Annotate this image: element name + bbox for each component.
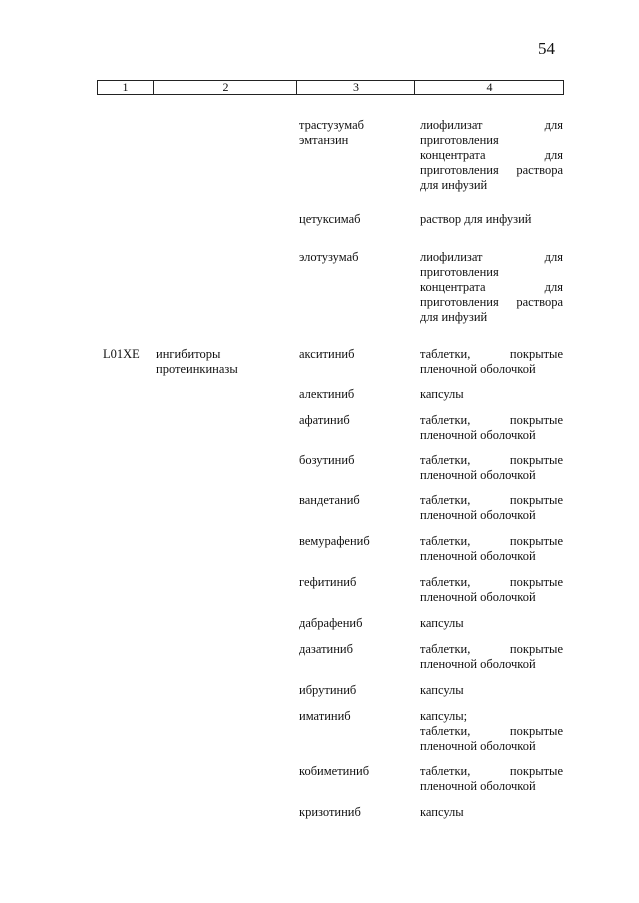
dosage-form-line: пленочной оболочкой	[420, 362, 536, 376]
table-header	[97, 80, 564, 95]
dosage-form-line: капсулы	[420, 805, 464, 819]
dosage-form-line: приготовления	[420, 133, 499, 147]
dosage-form	[420, 616, 563, 631]
dosage-form	[420, 347, 563, 377]
dosage-form-line: для инфузий	[420, 310, 488, 324]
dosage-form	[420, 118, 563, 193]
dosage-form-line: таблетки, покрытые	[420, 575, 563, 589]
dosage-form-line: таблетки, покрытые	[420, 534, 563, 548]
dosage-form-line: таблетки, покрытые	[420, 453, 563, 467]
dosage-form-line: таблетки, покрытые	[420, 347, 563, 361]
dosage-form	[420, 250, 563, 325]
drug-name: вемурафениб	[299, 534, 370, 548]
page-number: 54	[538, 39, 555, 58]
drug-name: кризотиниб	[299, 805, 361, 819]
dosage-form-line: раствор для инфузий	[420, 212, 532, 226]
header-col-4: 4	[414, 81, 564, 94]
drug-name: элотузумаб	[299, 250, 359, 264]
dosage-form	[420, 493, 563, 523]
dosage-form	[420, 575, 563, 605]
dosage-form-line: лиофилизат для	[420, 118, 563, 132]
drug-name: акситиниб	[299, 347, 355, 361]
dosage-form	[420, 453, 563, 483]
dosage-form-line: пленочной оболочкой	[420, 739, 536, 753]
dosage-form-line: приготовления раствора	[420, 163, 563, 177]
drug-name: вандетаниб	[299, 493, 360, 507]
drug-name: дазатиниб	[299, 642, 353, 656]
dosage-form-line: таблетки, покрытые	[420, 493, 563, 507]
dosage-form	[420, 212, 563, 227]
header-col-3: 3	[296, 81, 415, 94]
header-col-1: 1	[122, 80, 129, 94]
dosage-form-line: концентрата для	[420, 280, 563, 294]
drug-name: трастузумаб эмтанзин	[299, 118, 365, 147]
dosage-form-line: капсулы;	[420, 709, 468, 723]
dosage-form-line: концентрата для	[420, 148, 563, 162]
dosage-form	[420, 387, 563, 402]
dosage-form-line: пленочной оболочкой	[420, 508, 536, 522]
dosage-form	[420, 805, 563, 820]
dosage-form-line: таблетки, покрытые	[420, 764, 563, 778]
dosage-form-line: капсулы	[420, 387, 464, 401]
drug-name: гефитиниб	[299, 575, 357, 589]
dosage-form-line: таблетки, покрытые	[420, 642, 563, 656]
drug-name: иматиниб	[299, 709, 351, 723]
dosage-form	[420, 534, 563, 564]
dosage-form-line: пленочной оболочкой	[420, 468, 536, 482]
dosage-form	[420, 683, 563, 698]
drug-name: дабрафениб	[299, 616, 363, 630]
dosage-form-line: для инфузий	[420, 178, 488, 192]
dosage-form-line: пленочной оболочкой	[420, 779, 536, 793]
dosage-form-line: приготовления	[420, 265, 499, 279]
dosage-form	[420, 642, 563, 672]
drug-group: ингибиторы протеинкиназы	[156, 347, 238, 376]
dosage-form-line: пленочной оболочкой	[420, 549, 536, 563]
drug-name: ибрутиниб	[299, 683, 357, 697]
drug-name: алектиниб	[299, 387, 355, 401]
dosage-form-line: капсулы	[420, 683, 464, 697]
atc-code: L01XE	[103, 347, 140, 361]
dosage-form-line: лиофилизат для	[420, 250, 563, 264]
dosage-form-line: таблетки, покрытые	[420, 413, 563, 427]
dosage-form-line: пленочной оболочкой	[420, 657, 536, 671]
dosage-form-line: приготовления раствора	[420, 295, 563, 309]
dosage-form	[420, 709, 563, 754]
dosage-form	[420, 413, 563, 443]
dosage-form-line: таблетки, покрытые	[420, 724, 563, 738]
dosage-form-line: пленочной оболочкой	[420, 428, 536, 442]
drug-name: цетуксимаб	[299, 212, 361, 226]
dosage-form	[420, 764, 563, 794]
drug-name: афатиниб	[299, 413, 350, 427]
drug-name: бозутиниб	[299, 453, 355, 467]
header-col-2: 2	[153, 81, 297, 94]
drug-name: кобиметиниб	[299, 764, 370, 778]
dosage-form-line: капсулы	[420, 616, 464, 630]
dosage-form-line: пленочной оболочкой	[420, 590, 536, 604]
